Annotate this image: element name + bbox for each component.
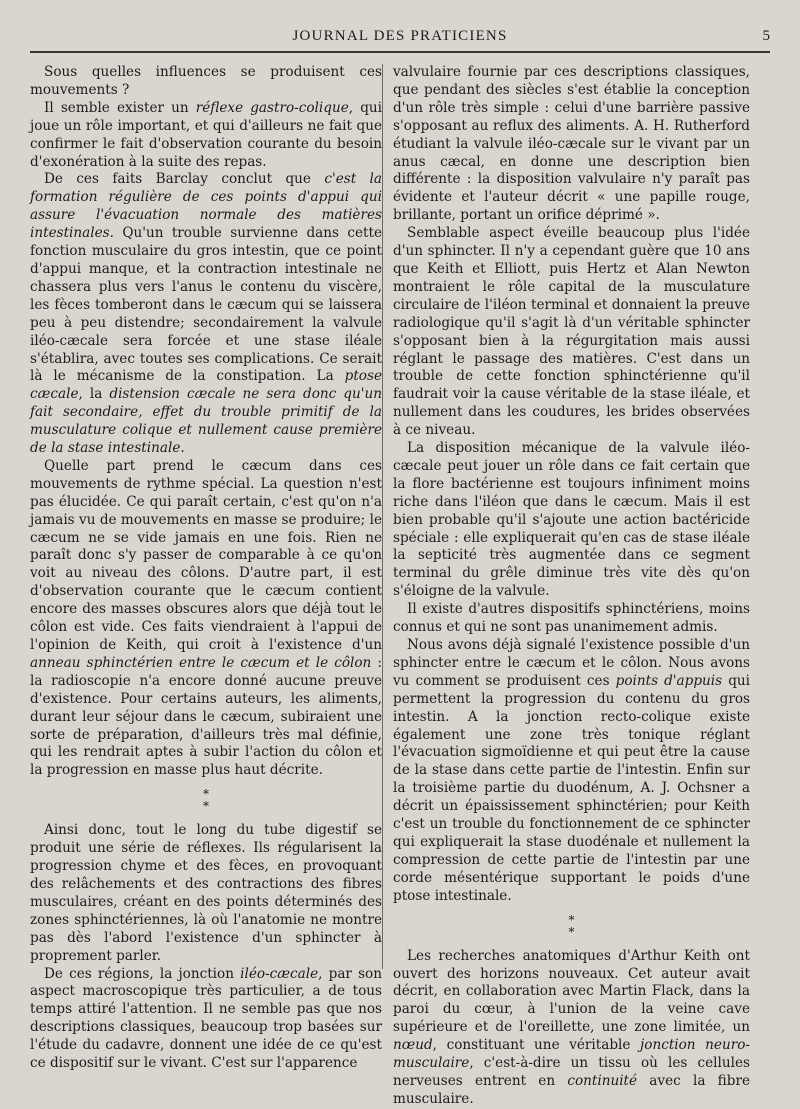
paragraph: La disposition mécanique de la valvule iléo-cæcale peut jouer un rôle dans ce fait certain que la flore bactérienne est toujours infiniment moins riche dans l'iléon que dans le cæcum. Mais il est bien probable qu'il s'ajoute une action bactéricide spéciale : elle expliquerait qu'en cas de stase iléale la septicité très augmentée dans ce segment terminal du grêle diminue très vite dès qu'on s'éloigne de la valvule. [393, 440, 750, 600]
paragraph: Quelle part prend le cæcum dans ces mouvements de rythme spécial. La question n'est pas élucidée. Ce qui paraît certain, c'est qu'on n'a jamais vu de mouvements en masse se produire; le cæcum ne se vide jamais en une fois. Rien ne paraît donc s'y passer de comparable à ce qu'on voit au niveau des côlons. D'autre part, il est d'observation courante que le cæcum contient encore des masses obscures alors que déjà tout le côlon est vide. Ces faits viendraient à l'appui de l'opinion de Keith, qui croit à l'existence d'un anneau sphinctérien entre le cæcum et le côlon : la radioscopie n'a encore donné aucune preuve d'existence. Pour certains auteurs, les aliments, durant leur séjour dans le cæcum, subiraient une sorte de préparation, d'ailleurs très mal définie, qui les rendrait aptes à subir l'action du côlon et la progression en masse plus haut décrite. [30, 457, 382, 779]
paragraph: Il semble exister un réflexe gastro-colique, qui joue un rôle important, et qui d'ailleurs ne fait que confirmer le fait d'observation courante du besoin d'exonération à la suite des repas. [30, 99, 382, 170]
header-rule [30, 51, 770, 53]
paragraph: De ces régions, la jonction iléo-cæcale, par son aspect macroscopique très particulier, a de tous temps attiré l'attention. Il ne semble pas que nos descriptions classiques, beaucoup trop basées sur l'étude du cadavre, donnent une idée de ce qu'est ce dispositif sur le vivant. C'est sur l'apparence [30, 965, 382, 1072]
section-separator: * * [203, 787, 209, 814]
page-header [30, 18, 770, 48]
paragraph: Il existe d'autres dispositifs sphinctériens, moins connus et qui ne sont pas unanimement admis. [393, 601, 750, 636]
paragraph: Sous quelles influences se produisent ces mouvements ? [30, 64, 382, 98]
column-divider [382, 64, 383, 969]
paragraph: valvulaire fournie par ces descriptions classiques, que pendant des siècles s'est établie la conception d'un rôle très simple : celui d'une barrière passive s'opposant au reflux des aliments. A. H. Rutherford étudiant la valvule iléo-cæcale sur le vivant par un anus cæcal, en donne une description bien différente : la disposition valvulaire n'y paraît pas évidente et l'auteur décrit « une papille rouge, brillante, portant un orifice déprimé ». [393, 64, 750, 224]
paragraph: Les recherches anatomiques d'Arthur Keith ont ouvert des horizons nouveaux. Cet auteur avait décrit, en collaboration avec Martin Flack, dans la paroi du cœur, à l'union de la veine cave supérieure et de l'oreillette, une zone limitée, un nœud, constituant une véritable jonction neuro-musculaire, c'est-à-dire un tissu où les cellules nerveuses entrent en continuité avec la fibre musculaire. [393, 947, 750, 1107]
left-column [30, 64, 382, 1073]
section-separator: * * [568, 912, 575, 939]
page-number: 5 [762, 28, 770, 44]
paragraph: De ces faits Barclay conclut que c'est la formation régulière de ces points d'appui qui assure l'évacuation normale des matières intestinales. Qu'un trouble survienne dans cette fonction musculaire du gros intestin, que ce point d'appui manque, et la contraction intestinale ne chassera plus vers l'anus le contenu du viscère, les fèces tomberont dans le cæcum qui se laissera peu à peu distendre; secondairement la valvule iléo-cæcale sera forcée et une stase iléale s'établira, avec toutes ses complications. Ce serait là le mécanisme de la constipation. La ptose cæcale, la distension cæcale ne sera donc qu'un fait secondaire, effet du trouble primitif de la musculature colique et nullement cause première de la stase intestinale. [30, 171, 383, 457]
paragraph: Ainsi donc, tout le long du tube digestif se produit une série de réflexes. Ils régularisent la progression chyme et des fèces, en provoquant des relâchements et des contractions des fibres musculaires, créant en des points déterminés des zones sphinctériennes, là où l'anatomie ne montre pas dès l'abord l'existence d'un sphincter à proprement parler. [30, 822, 382, 964]
paragraph: Nous avons déjà signalé l'existence possible d'un sphincter entre le cæcum et le côlon. Nous avons vu comment se produisent ces points d'appuis qui permettent la progression du contenu du gros intestin. A la jonction recto-colique existe également une zone très tonique réglant l'évacuation sigmoïdienne et qui peut être la cause de la stase dans cette partie de l'intestin. Enfin sur la troisième partie du duodénum, A. J. Ochsner a décrit un épaississement sphinctérien; pour Keith c'est un trouble du fonctionnement de ce sphincter qui expliquerait la stase duodénale et nullement la compression de cette partie de l'intestin par une corde mésentérique supportant le poids d'une ptose intestinale. [393, 637, 750, 904]
paragraph: Semblable aspect éveille beaucoup plus l'idée d'un sphincter. Il n'y a cependant guère que 10 ans que Keith et Elliott, puis Hertz et Alan Newton montraient le rôle capital de la musculature circulaire de l'iléon terminal et donnaient la preuve radiologique qu'il s'agit là d'un véritable sphincter s'opposant bien à la régurgitation mais aussi réglant le passage des matières. C'est dans un trouble de cette fonction sphinctérienne qu'il faudrait voir la cause véritable de la stase iléale, et nullement dans les coudures, les brides observées à ce niveau. [393, 225, 750, 439]
running-title: JOURNAL DES PRATICIENS [292, 28, 508, 44]
right-column [393, 64, 750, 1109]
